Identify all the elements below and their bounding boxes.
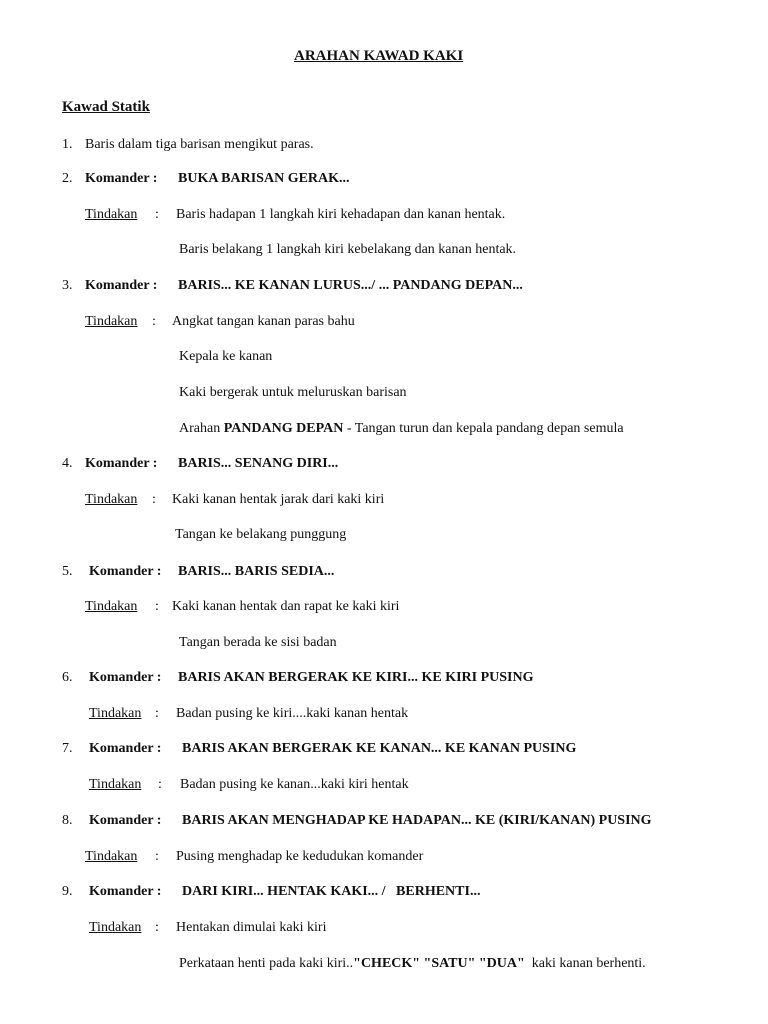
- action-text: kaki kanan berhenti.: [524, 956, 646, 971]
- colon: :: [158, 777, 162, 792]
- tindakan-label: Tindakan: [89, 706, 142, 721]
- document-title: ARAHAN KAWAD KAKI: [294, 48, 464, 64]
- colon: :: [155, 207, 159, 222]
- command-text: BUKA BARISAN GERAK...: [178, 171, 350, 186]
- action-text: Perkataan henti pada kaki kiri..: [179, 956, 354, 971]
- komander-label: Komander :: [89, 564, 162, 579]
- action-line: Badan pusing ke kiri....kaki kanan hentak: [176, 706, 409, 721]
- command-text: BARIS... SENANG DIRI...: [178, 456, 339, 471]
- action-line: Tangan ke belakang punggung: [175, 527, 347, 542]
- komander-label: Komander :: [85, 456, 158, 471]
- action-text: Arahan: [179, 421, 224, 436]
- action-line: Kaki kanan hentak jarak dari kaki kiri: [172, 492, 385, 507]
- item-number: 2.: [62, 171, 73, 186]
- action-line: Baris hadapan 1 langkah kiri kehadapan dan kanan hentak.: [176, 207, 506, 222]
- komander-label: Komander :: [85, 278, 158, 293]
- item-number: 6.: [62, 670, 73, 685]
- action-line: Baris belakang 1 langkah kiri kebelakang dan kanan hentak.: [179, 242, 517, 257]
- colon: :: [155, 599, 159, 614]
- action-line: Tangan berada ke sisi badan: [179, 635, 337, 650]
- tindakan-label: Tindakan: [85, 492, 138, 507]
- action-line: Pusing menghadap ke kedudukan komander: [176, 849, 424, 864]
- action-line: [179, 421, 624, 437]
- action-command: PANDANG DEPAN: [223, 421, 344, 436]
- item-number: 1.: [62, 137, 73, 152]
- command-text: BARIS AKAN BERGERAK KE KIRI... KE KIRI PUSING: [178, 670, 534, 685]
- colon: :: [155, 920, 159, 935]
- komander-label: Komander :: [89, 813, 162, 828]
- komander-label: Komander :: [89, 670, 162, 685]
- action-line: Hentakan dimulai kaki kiri: [176, 920, 327, 935]
- action-command: "CHECK" "SATU" "DUA": [353, 956, 525, 971]
- action-line: Kepala ke kanan: [179, 349, 273, 364]
- tindakan-label: Tindakan: [89, 777, 142, 792]
- command-text: BARIS... BARIS SEDIA...: [178, 564, 335, 579]
- tindakan-label: Tindakan: [85, 207, 138, 222]
- command-text: BARIS AKAN MENGHADAP KE HADAPAN... KE (KIRI/KANAN) PUSING: [182, 813, 652, 828]
- item-number: 4.: [62, 456, 73, 471]
- colon: :: [155, 849, 159, 864]
- command-text: BARIS AKAN BERGERAK KE KANAN... KE KANAN PUSING: [182, 741, 577, 756]
- action-line: Kaki kanan hentak dan rapat ke kaki kiri: [172, 599, 400, 614]
- action-line: Kaki bergerak untuk meluruskan barisan: [179, 385, 407, 400]
- tindakan-label: Tindakan: [85, 849, 138, 864]
- komander-label: Komander :: [85, 171, 158, 186]
- item-number: 7.: [62, 741, 73, 756]
- tindakan-label: Tindakan: [89, 920, 142, 935]
- item-number: 9.: [62, 884, 73, 899]
- item-number: 5.: [62, 564, 73, 579]
- komander-label: Komander :: [89, 884, 162, 899]
- action-line: [179, 956, 646, 972]
- section-heading: Kawad Statik: [62, 99, 150, 115]
- tindakan-label: Tindakan: [85, 599, 138, 614]
- command-text: BARIS... KE KANAN LURUS.../ ... PANDANG DEPAN...: [178, 278, 523, 293]
- action-line: Angkat tangan kanan paras bahu: [172, 314, 355, 329]
- colon: :: [152, 492, 156, 507]
- colon: :: [152, 314, 156, 329]
- colon: :: [155, 706, 159, 721]
- komander-label: Komander :: [89, 741, 162, 756]
- command-text: DARI KIRI... HENTAK KAKI... / BERHENTI...: [182, 884, 481, 899]
- action-line: Badan pusing ke kanan...kaki kiri hentak: [180, 777, 409, 792]
- action-text: - Tangan turun dan kepala pandang depan semula: [343, 421, 624, 436]
- tindakan-label: Tindakan: [85, 314, 138, 329]
- item-number: 3.: [62, 278, 73, 293]
- item-text: Baris dalam tiga barisan mengikut paras.: [85, 137, 314, 152]
- item-number: 8.: [62, 813, 73, 828]
